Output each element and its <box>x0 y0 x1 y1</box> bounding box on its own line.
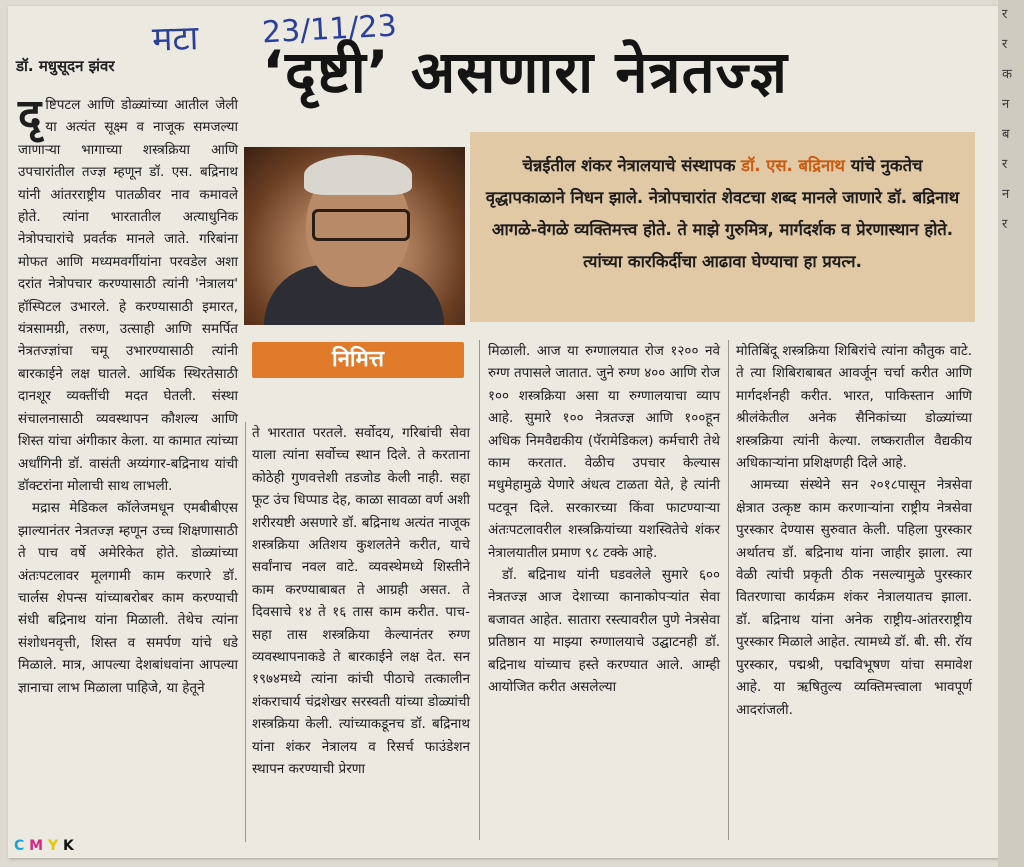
cmyk-c: C <box>14 838 25 854</box>
edge-letter: न <box>1002 97 1010 112</box>
column-3 <box>488 340 720 699</box>
edge-letter: र <box>1002 217 1008 232</box>
paragraph <box>18 90 238 497</box>
cmyk-registration-mark <box>14 838 74 854</box>
column-divider <box>479 340 480 840</box>
photo-hair <box>304 155 412 195</box>
edge-letter: र <box>1002 7 1008 22</box>
edge-letter: र <box>1002 157 1008 172</box>
edge-letter: क <box>1002 67 1012 82</box>
headline: ‘दृष्टी’ असणारा नेत्रतज्ज्ञ <box>262 38 788 106</box>
column-1 <box>18 90 238 699</box>
byline: डॉ. मधुसूदन झंवर <box>16 57 115 75</box>
deck-text-start: चेन्नईतील शंकर नेत्रालयाचे संस्थापक <box>522 156 742 175</box>
edge-letter: ब <box>1002 127 1010 142</box>
paragraph: डॉ. बद्रिनाथ यांनी घडवलेले सुमारे ६०० नेत्रतज्ज्ञ आज देशाच्या कानाकोपऱ्यांत सेवा बजावत आहेत. सातारा रस्त्यावरील पुणे नेत्रसेवा प्रतिष्ठान या माझ्या रुग्णालयाचे उद्घाटनही डॉ. बद्रिनाथ यांच्याच हस्ते करण्यात आले. आम्ही आयोजित करीत असलेल्या <box>488 567 720 696</box>
column-2 <box>252 422 470 781</box>
cmyk-y: Y <box>47 838 59 854</box>
cmyk-k: K <box>62 838 74 854</box>
paragraph: मद्रास मेडिकल कॉलेजमधून एमबीबीएस झाल्यानंतर नेत्रतज्ज्ञ म्हणून उच्च शिक्षणासाठी ते पाच वर्षे अमेरिकेत होते. डोळ्यांच्या अंतःपटलावर मूलगामी काम करणारे डॉ. चार्लस शेपन्स यांच्याबरोबर काम करण्याची संधी बद्रिनाथ यांना मिळाली. तेथेच त्यांना संशोधनवृत्ती, शिस्त व समर्पण यांचे धडे मिळाले. मात्र, आपल्या देशबांधवांना आपल्या ज्ञानाचा लाभ मिळाला पाहिजे, या हेतूने <box>18 500 238 696</box>
portrait-photo <box>244 147 465 325</box>
paragraph: ते भारतात परतले. सर्वोदय, गरिबांची सेवा याला त्यांना सर्वोच्च स्थान दिले. ते करताना कोठेही गुणवत्तेशी तडजोड केली नाही. सहा फूट उंच धिप्पाड देह, काळा सावळा वर्ण अशी शरीरयष्टी असणारे डॉ. बद्रिनाथ अत्यंत नाजूक शस्त्रक्रिया अतिशय कुशलतेने करीत, याचे सर्वांनाच नवल वाटे. व्यवस्थेमध्ये शिस्तीने काम करण्याबाबत ते आग्रही असत. ते दिवसाचे १४ ते १६ तास काम करीत. पाच-सहा तास शस्त्रक्रिया केल्यानंतर रुग्ण व्यवस्थापनाकडे ते बारकाईने लक्ष देत. सन १९७४मध्ये त्यांना कांची पीठाचे तत्कालीन शंकराचार्य चंद्रशेखर सरस्वती यांच्या डोळ्यांची शस्त्रक्रिया केली. त्यांच्याकडूनच डॉ. बद्रिनाथ यांना शंकर नेत्रालय व रिसर्च फाउंडेशन स्थापन करण्याची प्रेरणा <box>252 425 470 778</box>
cmyk-m: M <box>29 838 44 854</box>
edge-letter: न <box>1002 187 1010 202</box>
paragraph: मिळाली. आज या रुग्णालयात रोज १२०० नवे रुग्ण तपासले जातात. जुने रुग्ण ४०० आणि रोज १०० शस्त्रक्रिया असा या रुग्णालयाचा व्याप आहे. सुमारे १०० नेत्रतज्ज्ञ आणि १००हून अधिक निमवैद्यकीय (पॅरामेडिकल) कर्मचारी तेथे काम करतात. वेळीच उपचार केल्यास मधुमेहामुळे येणारे अंधत्व टाळता येते, हे त्यांनी पटवून दिले. सरकारच्या किंवा फाटण्याऱ्या अंतःपटलावरील शस्त्रक्रियांच्या यशस्वितेचे शंकर नेत्रालयातील प्रमाण ९८ टक्के आहे. <box>488 343 720 561</box>
column-divider <box>245 422 246 842</box>
column-4 <box>736 340 972 721</box>
paragraph: मोतिबिंदू शस्त्रक्रिया शिबिरांचे त्यांना कौतुक वाटे. ते त्या शिबिराबाबत आवर्जून चर्चा करीत आणि मार्गदर्शनही करीत. भारत, पाकिस्तान आणि श्रीलंकेतील अनेक सैनिकांच्या डोळ्यांच्या शस्त्रक्रिया त्यांनी केल्या. लष्करातील वैद्यकीय अधिकाऱ्यांना प्रशिक्षणही दिले आहे. <box>736 343 972 472</box>
handwritten-paper-name: मटा <box>151 18 200 60</box>
section-label: निमित्त <box>252 342 464 378</box>
paragraph-text: ष्टिपटल आणि डोळ्यांच्या आतील जेली या अत्यंत सूक्ष्म व नाजूक समजल्या जाणाऱ्या भागाच्या शस्त्रक्रिया आणि उपचारांतील तज्ज्ञ म्हणून डॉ. एस. बद्रिनाथ यांनी आंतरराष्ट्रीय पातळीवर नाव कमावले होते. त्यांना भारतातील अत्याधुनिक नेत्रोपचारांचे प्रवर्तक मानले जाते. गरिबांना मोफत आणि मध्यमवर्गीयांना परवडेल अशा दरांत नेत्रोपचार करण्यासाठी त्यांनी 'नेत्रालय' हॉस्पिटल उभारले. हे करण्यासाठी इमारत, यंत्रसामग्री, तरुण, उत्साही आणि समर्पित नेत्रतज्ज्ञांचा चमू उभारण्यासाठी त्यांनी बारकाईने लक्ष घातले. आर्थिक स्थिरतेसाठी दानशूर व्यक्तींची मदत घेतली. संस्था संचालनासाठी व्यवस्थापन कौशल्य आणि शिस्त यांचा अंगीकार केला. या कामात त्यांच्या अर्धांगिनी डॉ. वासंती अय्यंगार-बद्रिनाथ यांची डॉक्टरांना मोलाची साथ लाभली. <box>18 97 238 494</box>
photo-glasses <box>312 209 410 241</box>
deck-name-highlight: डॉ. एस. बद्रिनाथ <box>741 156 845 175</box>
deck-text <box>470 132 975 278</box>
edge-letter: र <box>1002 37 1008 52</box>
dropcap: दृ <box>18 90 42 141</box>
handwritten-date: 23/11/23 <box>261 8 398 51</box>
adjacent-page-edge <box>998 0 1024 867</box>
deck-summary-box <box>470 132 975 322</box>
column-divider <box>728 340 729 840</box>
deck-text-end: यांचे नुकतेच वृद्धापकाळाने निधन झाले. नेत्रोपचारांत शेवटचा शब्द मानले जाणारे डॉ. बद्रिनाथ आगळे-वेगळे व्यक्तिमत्त्व होते. ते माझे गुरुमित्र, मार्गदर्शक व प्रेरणास्थान होते. त्यांच्या कारकिर्दीचा आढावा घेण्याचा हा प्रयत्न. <box>485 156 960 271</box>
paragraph: आमच्या संस्थेने सन २०१८पासून नेत्रसेवा क्षेत्रात उत्कृष्ट काम करणाऱ्यांना राष्ट्रीय नेत्रसेवा पुरस्कार देण्यास सुरुवात केली. पहिला पुरस्कार अर्थातच डॉ. बद्रिनाथ यांना जाहीर झाला. त्या वेळी त्यांची प्रकृती ठीक नसल्यामुळे पुरस्कार वितरणाचा कार्यक्रम शंकर नेत्रालयातच झाला. डॉ. बद्रिनाथ यांना अनेक राष्ट्रीय-आंतरराष्ट्रीय पुरस्कार मिळाले आहेत. त्यामध्ये डॉ. बी. सी. रॉय पुरस्कार, पद्मश्री, पद्मविभूषण यांचा समावेश आहे. या ऋषितुल्य व्यक्तिमत्त्वाला भावपूर्ण आदरांजली. <box>736 477 972 718</box>
